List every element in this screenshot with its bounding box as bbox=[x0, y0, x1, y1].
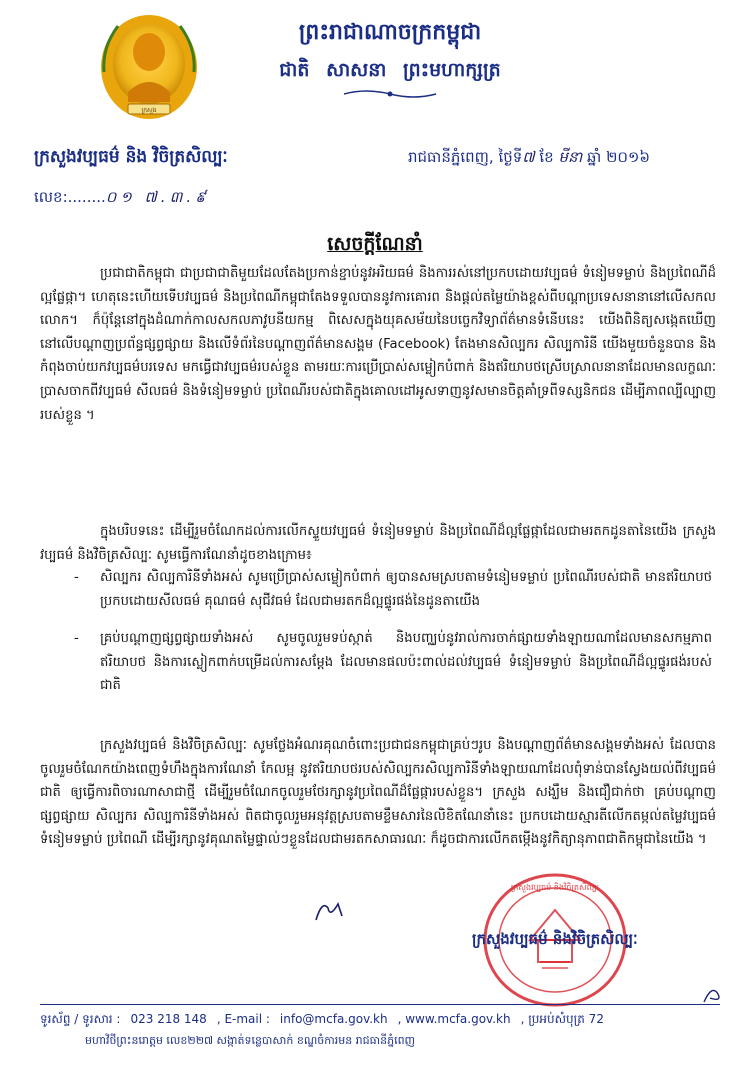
motto-nation: ជាតិ bbox=[279, 59, 310, 81]
po-box: , ប្រអប់សំបុត្រ 72 bbox=[520, 1012, 604, 1026]
email-label: , E-mail : bbox=[216, 1012, 270, 1026]
list-item-text: សិល្បករ សិល្បការិនីទាំងអស់ សូមប្រើប្រាស់សម្លៀកបំពាក់ ឲ្យបានសមស្របតាមទំនៀមទម្លាប់ ប្រពៃណីរបស់ជាតិ មានឥរិយាបថប្រកបដោយសីលធម៌ គុណធម៌ សុជីវធម៌ ដែលជាមរតកដ៏ល្អផ្ទូរផង់នៃដូនតាយើង bbox=[100, 570, 712, 609]
list-item bbox=[74, 627, 712, 698]
paragraph-context: ក្នុងបរិបទនេះ ដើម្បីរួមចំណែកដល់ការលើកស្ទួយវប្បធម៌ ទំនៀមទម្លាប់ និងប្រពៃណីដ៏ល្អផ្លែផ្កាដែលជាមរតកដូនតានៃយើង ក្រសួងវប្បធម៌ និងវិចិត្រសិល្បៈ សូមធ្វើការណែនាំដូចខាងក្រោម៖ bbox=[40, 524, 716, 563]
national-motto bbox=[240, 58, 540, 86]
motto-religion: សាសនា bbox=[326, 59, 387, 81]
bullet-dash-icon: - bbox=[74, 570, 79, 585]
reference-label: លេខ:........ bbox=[34, 188, 106, 206]
date-month-prefix: ខែ bbox=[534, 148, 559, 166]
email-link[interactable]: info@mcfa.gov.kh bbox=[279, 1012, 388, 1026]
reference-number bbox=[34, 188, 210, 210]
handwritten-mark bbox=[698, 980, 728, 1010]
instruction-list bbox=[74, 566, 712, 712]
reference-value: ០១ ៧.៣.៩ bbox=[105, 188, 210, 206]
phone-number: 023 218 148 bbox=[130, 1012, 207, 1026]
handwritten-initial bbox=[312, 896, 352, 926]
paragraph-intro: ប្រជាជាតិកម្ពុជា ជាប្រជាជាតិមួយដែលតែងប្រកាន់ខ្ជាប់នូវអរិយធម៌ និងការរស់នៅប្រកបដោយវប្បធម៌ ទំនៀមទម្លាប់ និងប្រពៃណីដ៏ល្អផ្លែផ្កា។ ហេតុនេះហើយទើបវប្បធម៌ និងប្រពៃណីកម្ពុជាតែងទទួលបាននូវការគោរព និងផ្តល់តម្លៃយ៉ាងខ្ពស់ពីបណ្តាប្រទេសនានានៅលើសកលលោក។ ក៏ប៉ុន្តែនៅក្នុងដំណាក់កាលសកលភាវូបនីយកម្ម ពិសេសក្នុងយុគសម័យនៃបច្ចេកវិទ្យាព័ត៌មានទំនើបនេះ យើងពិនិត្យសង្កេតឃើញនៅលើបណ្តាញប្រព័ន្ធផ្សព្វផ្សាយ និងលើទំព័រនៃបណ្តាញព័ត៌មានសង្គម (Facebook) តែងមានសិល្បករ សិល្បការិនី យើងមួយចំនួនបាន និងកំពុងចាប់យកវប្បធម៌បរទេស មកធ្វើជាវប្បធម៌របស់ខ្លួន តាមរយៈការប្រើប្រាស់សម្លៀកបំពាក់ និងឥរិយាបថស្រើបស្រាលនានាដែលមានលក្ខណៈប្រាសចាកពីវប្បធម៌ សីលធម៌ និងទំនៀមទម្លាប់ ប្រពៃណីរបស់ជាតិក្នុងគោលដៅអូសទាញនូវសមានចិត្តគាំទ្រពីទស្សនិកជន ដើម្បីភាពល្បីល្បាញរបស់ខ្លួន ។ bbox=[40, 266, 716, 423]
list-item bbox=[74, 566, 712, 613]
kingdom-heading: ព្រះរាជាណាចក្រកម្ពុជា bbox=[298, 19, 482, 45]
signatory-ministry: ក្រសួងវប្បធម៌ និងវិចិត្រសិល្បៈ bbox=[472, 930, 638, 948]
emblem-text: ក្រសួង bbox=[141, 107, 157, 114]
list-item-text: គ្រប់បណ្តាញផ្សព្វផ្សាយទាំងអស់ សូមចូលរួមទប់ស្កាត់ និងបញ្ឈប់នូវរាល់ការចាក់ផ្សាយទាំងឡាយណាដែលមានសកម្មភាព ឥរិយាបថ និងការស្លៀកពាក់បម្រើដល់ការសម្តែង ដែលមានផលប៉ះពាល់ដល់វប្បធម៌ ទំនៀមទម្លាប់ និងប្រពៃណីដ៏ល្អផ្ទូរផង់របស់ជាតិ bbox=[100, 631, 712, 694]
ministry-name: ក្រសួងវប្បធម៌ និង វិចិត្រសិល្បៈ bbox=[34, 147, 228, 167]
phone-label: ទូរស័ព្ទ / ទូរសារ : bbox=[40, 1012, 121, 1026]
date-year: ២០១៦ bbox=[606, 148, 651, 166]
footer-divider bbox=[40, 1004, 720, 1005]
footer-address: មហាវិថីព្រះនរោត្តម លេខ២២៧ សង្កាត់ទន្លេបាសាក់ ខណ្ឌចំការមន រាជធានីភ្នំពេញ bbox=[85, 1034, 416, 1047]
document-title: សេចក្តីណែនាំ bbox=[327, 233, 423, 255]
date-day: ៧ bbox=[522, 148, 535, 166]
motto-king: ព្រះមហាក្សត្រ bbox=[403, 59, 501, 81]
date-month: មីនា bbox=[558, 148, 583, 166]
date-prefix: រាជធានីភ្នំពេញ, ថ្ងៃទី bbox=[408, 148, 523, 166]
paragraph-closing: ក្រសួងវប្បធម៌ និងវិចិត្រសិល្បៈ សូមថ្លែងអំណរគុណចំពោះប្រជាជនកម្ពុជាគ្រប់ៗរូប និងបណ្តាញព័ត៌មានសង្គមទាំងអស់ ដែលបានចូលរួមចំណែកយ៉ាងពេញទំហឹងក្នុងការណែនាំ កែលម្អ នូវឥរិយាបថរបស់សិល្បករសិល្បការិនីទាំងឡាយណាដែលពុំទាន់បានស្វែងយល់ពីវប្បធម៌ជាតិ ឲ្យធ្វើការពិចារណាសាជាថ្មី ដើម្បីរួមចំណែកចូលរួមថែរក្សានូវប្រពៃណីដ៏ផ្លែផ្ការបស់ខ្លួន។ ក្រសួង សង្ឃឹម និងជឿជាក់ថា គ្រប់បណ្តាញផ្សព្វផ្សាយ សិល្បករ សិល្បការិនីទាំងអស់ ពិតជាចូលរួមអនុវត្តស្របតាមខ្លឹមសារនៃលិខិតណែនាំនេះ ប្រកបដោយស្មារតីលើកតម្កល់តម្លៃវប្បធម៌ ទំនៀមទម្លាប់ ប្រពៃណី ដើម្បីរក្សានូវគុណតម្លៃផ្ទាល់ៗខ្លួនដែលជាមរតកសាធារណៈ ក៏ដូចជាការលើកតម្កើងនូវកិត្យានុភាពជាតិកម្ពុជានៃយើង ។ bbox=[40, 738, 716, 848]
ministry-emblem-logo bbox=[98, 12, 200, 122]
website-link[interactable]: , www.mcfa.gov.kh bbox=[397, 1012, 511, 1026]
document-date bbox=[408, 148, 718, 170]
date-year-prefix: ឆ្នាំ bbox=[582, 148, 607, 166]
footer-contact bbox=[40, 1011, 720, 1029]
stamp-text: ក្រសួងវប្បធម៌ និងវិចិត្រសិល្បៈ bbox=[510, 883, 600, 892]
ornament-divider-icon bbox=[342, 88, 438, 100]
bullet-dash-icon: - bbox=[74, 631, 79, 647]
